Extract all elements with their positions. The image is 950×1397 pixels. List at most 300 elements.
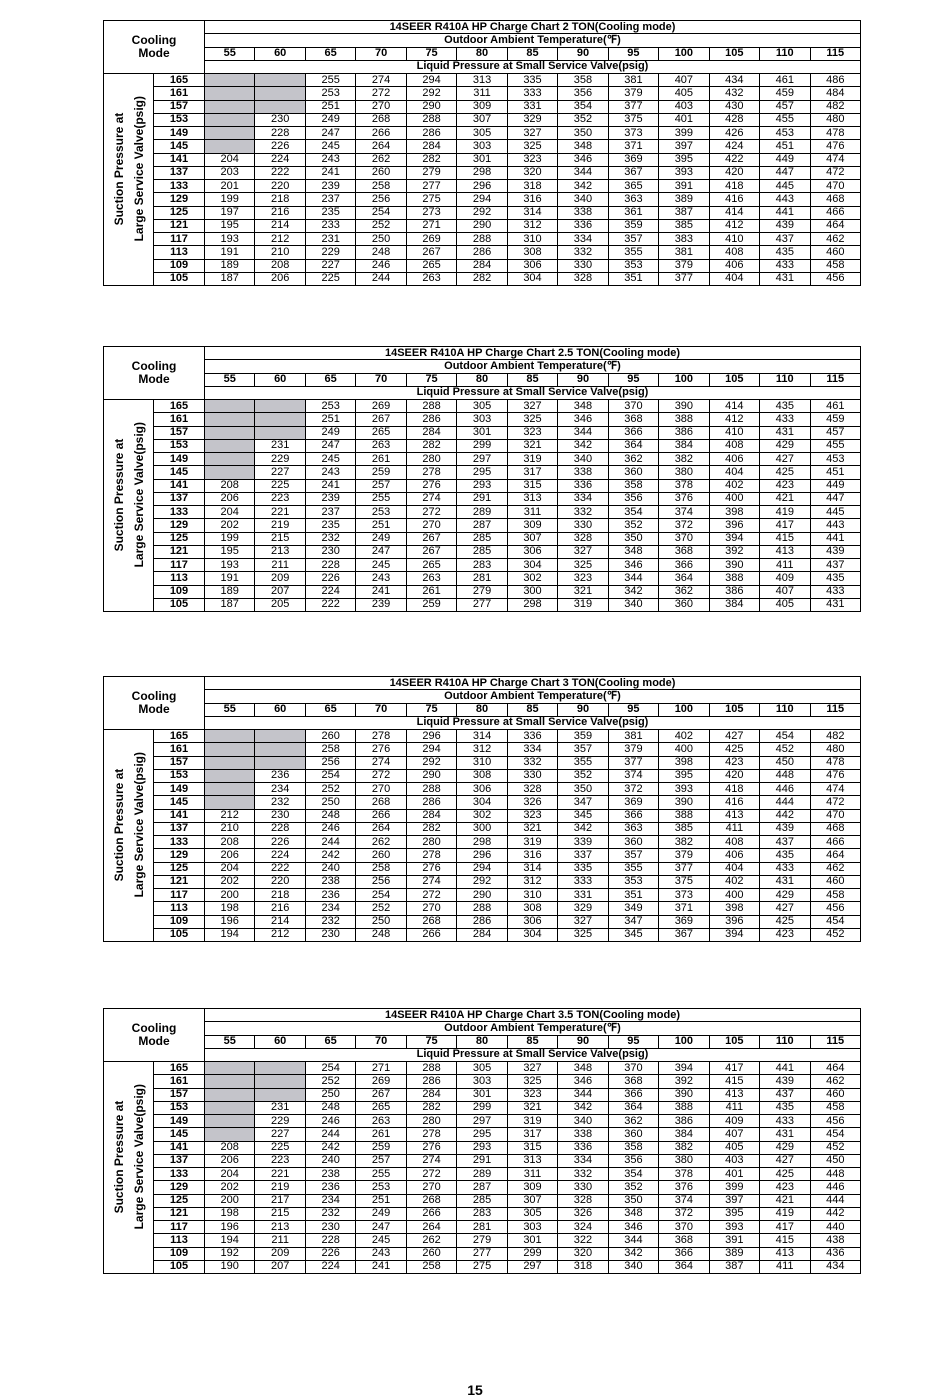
liquid-pressure-cell: 283: [457, 559, 506, 571]
temperature-header-cell: 105: [710, 48, 759, 60]
liquid-pressure-cell: 358: [558, 74, 607, 86]
liquid-pressure-cell: 314: [508, 207, 557, 219]
liquid-pressure-cell: 459: [811, 413, 860, 425]
liquid-pressure-cell: 228: [306, 559, 355, 571]
liquid-pressure-cell: 394: [659, 1062, 708, 1074]
liquid-pressure-cell: 384: [659, 1128, 708, 1140]
liquid-pressure-cell: 374: [659, 1195, 708, 1207]
suction-pressure-axis-text: [109, 1084, 149, 1229]
liquid-pressure-cell: 250: [306, 796, 355, 808]
liquid-pressure-cell: 295: [457, 1128, 506, 1140]
liquid-pressure-cell: 350: [609, 1195, 658, 1207]
liquid-pressure-cell: 340: [609, 1261, 658, 1273]
liquid-pressure-cell: 449: [811, 480, 860, 492]
cooling-mode-header: [104, 1009, 204, 1061]
liquid-pressure-cell: 274: [407, 876, 456, 888]
liquid-pressure-cell: 195: [205, 220, 254, 232]
liquid-pressure-cell: 358: [609, 480, 658, 492]
liquid-pressure-cell: 344: [609, 1234, 658, 1246]
shaded-cell: [205, 413, 254, 425]
liquid-pressure-cell: 272: [407, 1168, 456, 1180]
liquid-pressure-cell: 348: [609, 546, 658, 558]
temperature-header-cell: 65: [306, 48, 355, 60]
liquid-pressure-cell: 253: [306, 400, 355, 412]
liquid-pressure-cell: 456: [811, 902, 860, 914]
liquid-pressure-cell: 394: [710, 929, 759, 941]
liquid-pressure-cell: 275: [457, 1261, 506, 1273]
liquid-pressure-cell: 203: [205, 167, 254, 179]
liquid-pressure-cell: 317: [508, 466, 557, 478]
liquid-pressure-cell: 380: [659, 1155, 708, 1167]
liquid-pressure-cell: 297: [457, 1115, 506, 1127]
temperature-header-cell: 80: [457, 48, 506, 60]
temperature-header-cell: 95: [609, 704, 658, 716]
liquid-pressure-cell: 268: [407, 916, 456, 928]
liquid-pressure-header: Liquid Pressure at Small Service Valve(psig): [205, 387, 860, 399]
liquid-pressure-cell: 303: [457, 413, 506, 425]
liquid-pressure-cell: 312: [508, 876, 557, 888]
liquid-pressure-cell: 382: [659, 453, 708, 465]
liquid-pressure-cell: 437: [760, 233, 809, 245]
liquid-pressure-cell: 284: [457, 260, 506, 272]
liquid-pressure-cell: 374: [609, 770, 658, 782]
liquid-pressure-cell: 192: [205, 1248, 254, 1260]
liquid-pressure-cell: 251: [356, 519, 405, 531]
liquid-pressure-cell: 407: [659, 74, 708, 86]
liquid-pressure-cell: 288: [407, 400, 456, 412]
liquid-pressure-cell: 290: [457, 220, 506, 232]
liquid-pressure-header: Liquid Pressure at Small Service Valve(psig): [205, 1049, 860, 1061]
suction-pressure-cell: 165: [154, 1062, 204, 1074]
axis-label-line: Large Service Valve(psig): [131, 95, 146, 242]
suction-pressure-cell: 109: [154, 1248, 204, 1260]
liquid-pressure-cell: 363: [609, 823, 658, 835]
liquid-pressure-cell: 254: [306, 1062, 355, 1074]
liquid-pressure-cell: 344: [558, 427, 607, 439]
liquid-pressure-cell: 191: [205, 246, 254, 258]
liquid-pressure-cell: 204: [205, 863, 254, 875]
liquid-pressure-cell: 350: [558, 783, 607, 795]
liquid-pressure-cell: 315: [508, 480, 557, 492]
shaded-cell: [255, 400, 304, 412]
suction-pressure-axis-text: [109, 422, 149, 567]
liquid-pressure-cell: 276: [407, 1142, 456, 1154]
liquid-pressure-cell: 227: [306, 260, 355, 272]
liquid-pressure-cell: 441: [760, 207, 809, 219]
liquid-pressure-cell: 432: [710, 87, 759, 99]
liquid-pressure-cell: 230: [306, 546, 355, 558]
liquid-pressure-cell: 425: [710, 743, 759, 755]
liquid-pressure-cell: 346: [609, 1221, 658, 1233]
liquid-pressure-cell: 233: [306, 220, 355, 232]
temperature-header-cell: 60: [255, 1036, 304, 1048]
liquid-pressure-cell: 312: [457, 743, 506, 755]
liquid-pressure-cell: 352: [609, 1181, 658, 1193]
liquid-pressure-cell: 434: [710, 74, 759, 86]
liquid-pressure-cell: 303: [457, 140, 506, 152]
liquid-pressure-cell: 187: [205, 599, 254, 611]
liquid-pressure-cell: 445: [811, 506, 860, 518]
liquid-pressure-cell: 468: [811, 823, 860, 835]
liquid-pressure-cell: 237: [306, 193, 355, 205]
liquid-pressure-cell: 226: [255, 140, 304, 152]
liquid-pressure-cell: 460: [811, 246, 860, 258]
liquid-pressure-cell: 214: [255, 220, 304, 232]
liquid-pressure-cell: 240: [306, 863, 355, 875]
liquid-pressure-cell: 439: [760, 220, 809, 232]
liquid-pressure-cell: 319: [508, 1115, 557, 1127]
liquid-pressure-cell: 348: [558, 1062, 607, 1074]
liquid-pressure-cell: 209: [255, 572, 304, 584]
liquid-pressure-cell: 326: [558, 1208, 607, 1220]
liquid-pressure-cell: 286: [457, 246, 506, 258]
liquid-pressure-cell: 374: [659, 506, 708, 518]
liquid-pressure-cell: 198: [205, 902, 254, 914]
liquid-pressure-cell: 360: [609, 466, 658, 478]
liquid-pressure-cell: 298: [508, 599, 557, 611]
liquid-pressure-cell: 222: [255, 167, 304, 179]
liquid-pressure-cell: 328: [558, 533, 607, 545]
liquid-pressure-cell: 464: [811, 220, 860, 232]
liquid-pressure-cell: 278: [356, 730, 405, 742]
liquid-pressure-cell: 244: [356, 273, 405, 285]
liquid-pressure-cell: 381: [609, 74, 658, 86]
liquid-pressure-cell: 335: [558, 863, 607, 875]
liquid-pressure-cell: 427: [760, 902, 809, 914]
temperature-header-cell: 115: [811, 374, 860, 386]
liquid-pressure-cell: 282: [407, 440, 456, 452]
liquid-pressure-cell: 209: [255, 1248, 304, 1260]
shaded-cell: [205, 114, 254, 126]
liquid-pressure-cell: 294: [457, 863, 506, 875]
suction-pressure-cell: 165: [154, 730, 204, 742]
liquid-pressure-cell: 261: [356, 453, 405, 465]
liquid-pressure-cell: 272: [356, 770, 405, 782]
liquid-pressure-cell: 458: [811, 889, 860, 901]
liquid-pressure-cell: 270: [356, 101, 405, 113]
liquid-pressure-cell: 355: [609, 863, 658, 875]
liquid-pressure-cell: 219: [255, 519, 304, 531]
liquid-pressure-cell: 274: [407, 1155, 456, 1167]
liquid-pressure-cell: 346: [558, 1075, 607, 1087]
liquid-pressure-cell: 260: [356, 167, 405, 179]
liquid-pressure-cell: 307: [508, 1195, 557, 1207]
liquid-pressure-cell: 450: [760, 757, 809, 769]
liquid-pressure-cell: 255: [306, 74, 355, 86]
liquid-pressure-cell: 380: [659, 466, 708, 478]
liquid-pressure-cell: 352: [609, 519, 658, 531]
liquid-pressure-cell: 401: [659, 114, 708, 126]
liquid-pressure-cell: 292: [457, 207, 506, 219]
temperature-header-cell: 55: [205, 48, 254, 60]
liquid-pressure-cell: 285: [457, 1195, 506, 1207]
liquid-pressure-cell: 234: [306, 1195, 355, 1207]
liquid-pressure-cell: 334: [558, 1155, 607, 1167]
liquid-pressure-cell: 340: [558, 453, 607, 465]
liquid-pressure-cell: 331: [508, 101, 557, 113]
temperature-header-cell: 60: [255, 374, 304, 386]
liquid-pressure-cell: 327: [508, 400, 557, 412]
liquid-pressure-cell: 223: [255, 1155, 304, 1167]
liquid-pressure-cell: 338: [558, 1128, 607, 1140]
liquid-pressure-cell: 229: [255, 453, 304, 465]
suction-pressure-cell: 117: [154, 233, 204, 245]
temperature-header-cell: 95: [609, 48, 658, 60]
liquid-pressure-cell: 350: [558, 127, 607, 139]
liquid-pressure-cell: 449: [760, 154, 809, 166]
liquid-pressure-cell: 344: [609, 572, 658, 584]
liquid-pressure-cell: 224: [255, 849, 304, 861]
liquid-pressure-cell: 247: [356, 1221, 405, 1233]
liquid-pressure-cell: 325: [508, 1075, 557, 1087]
liquid-pressure-cell: 288: [407, 1062, 456, 1074]
liquid-pressure-cell: 252: [356, 220, 405, 232]
liquid-pressure-cell: 346: [609, 559, 658, 571]
liquid-pressure-cell: 241: [306, 167, 355, 179]
liquid-pressure-cell: 259: [356, 466, 405, 478]
liquid-pressure-cell: 366: [659, 559, 708, 571]
liquid-pressure-cell: 264: [356, 823, 405, 835]
temperature-header-cell: 110: [760, 704, 809, 716]
liquid-pressure-cell: 453: [760, 127, 809, 139]
liquid-pressure-cell: 352: [558, 770, 607, 782]
shaded-cell: [205, 1089, 254, 1101]
suction-pressure-cell: 149: [154, 783, 204, 795]
liquid-pressure-cell: 454: [760, 730, 809, 742]
liquid-pressure-cell: 258: [356, 863, 405, 875]
liquid-pressure-cell: 456: [811, 1115, 860, 1127]
liquid-pressure-cell: 269: [356, 400, 405, 412]
temperature-header-cell: 85: [508, 374, 557, 386]
temperature-header-cell: 80: [457, 704, 506, 716]
liquid-pressure-cell: 272: [407, 889, 456, 901]
liquid-pressure-cell: 413: [710, 810, 759, 822]
liquid-pressure-cell: 324: [558, 1221, 607, 1233]
liquid-pressure-cell: 441: [760, 1062, 809, 1074]
liquid-pressure-cell: 372: [659, 519, 708, 531]
suction-pressure-cell: 137: [154, 167, 204, 179]
liquid-pressure-cell: 286: [457, 916, 506, 928]
liquid-pressure-cell: 255: [356, 1168, 405, 1180]
liquid-pressure-cell: 299: [508, 1248, 557, 1260]
liquid-pressure-cell: 323: [508, 1089, 557, 1101]
liquid-pressure-cell: 201: [205, 180, 254, 192]
liquid-pressure-cell: 287: [457, 519, 506, 531]
liquid-pressure-cell: 258: [356, 180, 405, 192]
liquid-pressure-cell: 303: [457, 1075, 506, 1087]
liquid-pressure-cell: 292: [457, 876, 506, 888]
suction-pressure-cell: 125: [154, 863, 204, 875]
temperature-header-cell: 55: [205, 704, 254, 716]
liquid-pressure-cell: 256: [356, 193, 405, 205]
liquid-pressure-cell: 414: [710, 400, 759, 412]
liquid-pressure-cell: 466: [811, 207, 860, 219]
liquid-pressure-cell: 431: [760, 427, 809, 439]
liquid-pressure-cell: 284: [407, 1089, 456, 1101]
axis-label-line: Suction Pressure at: [111, 438, 126, 551]
liquid-pressure-cell: 251: [356, 1195, 405, 1207]
liquid-pressure-cell: 268: [356, 796, 405, 808]
liquid-pressure-cell: 298: [457, 836, 506, 848]
liquid-pressure-cell: 267: [407, 246, 456, 258]
liquid-pressure-cell: 215: [255, 533, 304, 545]
liquid-pressure-cell: 385: [659, 220, 708, 232]
liquid-pressure-cell: 296: [457, 849, 506, 861]
liquid-pressure-cell: 254: [356, 207, 405, 219]
liquid-pressure-cell: 400: [659, 743, 708, 755]
liquid-pressure-cell: 371: [659, 902, 708, 914]
suction-pressure-cell: 133: [154, 1168, 204, 1180]
liquid-pressure-cell: 206: [205, 1155, 254, 1167]
suction-pressure-axis-label: [104, 730, 153, 941]
liquid-pressure-cell: 221: [255, 506, 304, 518]
suction-pressure-cell: 117: [154, 1221, 204, 1233]
charge-chart-table: [103, 1008, 861, 1274]
liquid-pressure-cell: 230: [255, 810, 304, 822]
liquid-pressure-cell: 269: [356, 1075, 405, 1087]
liquid-pressure-cell: 289: [457, 506, 506, 518]
liquid-pressure-cell: 202: [205, 1181, 254, 1193]
suction-pressure-cell: 157: [154, 1089, 204, 1101]
liquid-pressure-cell: 270: [407, 519, 456, 531]
liquid-pressure-cell: 288: [407, 114, 456, 126]
liquid-pressure-cell: 350: [609, 533, 658, 545]
liquid-pressure-cell: 328: [508, 783, 557, 795]
cooling-mode-label: Cooling: [131, 359, 177, 373]
liquid-pressure-cell: 387: [659, 207, 708, 219]
temperature-header-cell: 65: [306, 1036, 355, 1048]
liquid-pressure-cell: 268: [407, 1195, 456, 1207]
liquid-pressure-cell: 245: [356, 1234, 405, 1246]
liquid-pressure-cell: 326: [508, 796, 557, 808]
liquid-pressure-cell: 250: [356, 233, 405, 245]
suction-pressure-cell: 161: [154, 413, 204, 425]
shaded-cell: [205, 783, 254, 795]
chart-title: 14SEER R410A HP Charge Chart 2.5 TON(Cooling mode): [205, 347, 860, 359]
liquid-pressure-cell: 227: [255, 1128, 304, 1140]
liquid-pressure-cell: 320: [558, 1248, 607, 1260]
liquid-pressure-cell: 340: [558, 1115, 607, 1127]
liquid-pressure-cell: 327: [508, 1062, 557, 1074]
liquid-pressure-cell: 368: [659, 1234, 708, 1246]
liquid-pressure-cell: 405: [659, 87, 708, 99]
liquid-pressure-cell: 251: [306, 413, 355, 425]
temperature-header-cell: 95: [609, 1036, 658, 1048]
shaded-cell: [205, 743, 254, 755]
liquid-pressure-cell: 277: [407, 180, 456, 192]
suction-pressure-cell: 129: [154, 193, 204, 205]
liquid-pressure-cell: 265: [356, 1102, 405, 1114]
liquid-pressure-cell: 405: [710, 1142, 759, 1154]
temperature-header-cell: 70: [356, 1036, 405, 1048]
liquid-pressure-cell: 420: [710, 770, 759, 782]
liquid-pressure-cell: 299: [457, 440, 506, 452]
suction-pressure-cell: 105: [154, 273, 204, 285]
suction-pressure-cell: 113: [154, 572, 204, 584]
liquid-pressure-cell: 230: [306, 929, 355, 941]
liquid-pressure-cell: 409: [760, 572, 809, 584]
liquid-pressure-cell: 236: [306, 1181, 355, 1193]
liquid-pressure-cell: 284: [457, 929, 506, 941]
liquid-pressure-cell: 408: [710, 246, 759, 258]
liquid-pressure-cell: 216: [255, 902, 304, 914]
liquid-pressure-cell: 205: [255, 599, 304, 611]
cooling-mode-label: Cooling: [131, 33, 177, 47]
liquid-pressure-cell: 303: [508, 1221, 557, 1233]
liquid-pressure-cell: 231: [306, 233, 355, 245]
suction-pressure-cell: 149: [154, 453, 204, 465]
liquid-pressure-cell: 480: [811, 114, 860, 126]
liquid-pressure-cell: 246: [356, 260, 405, 272]
liquid-pressure-cell: 356: [558, 87, 607, 99]
liquid-pressure-cell: 359: [609, 220, 658, 232]
liquid-pressure-cell: 367: [659, 929, 708, 941]
liquid-pressure-cell: 236: [255, 770, 304, 782]
liquid-pressure-cell: 439: [760, 1075, 809, 1087]
liquid-pressure-cell: 423: [760, 929, 809, 941]
liquid-pressure-cell: 443: [811, 519, 860, 531]
suction-pressure-cell: 161: [154, 1075, 204, 1087]
liquid-pressure-cell: 377: [609, 757, 658, 769]
liquid-pressure-cell: 484: [811, 87, 860, 99]
liquid-pressure-cell: 372: [659, 1208, 708, 1220]
liquid-pressure-cell: 325: [558, 559, 607, 571]
liquid-pressure-cell: 283: [457, 1208, 506, 1220]
suction-pressure-cell: 149: [154, 1115, 204, 1127]
liquid-pressure-cell: 286: [407, 796, 456, 808]
liquid-pressure-cell: 368: [659, 546, 708, 558]
liquid-pressure-cell: 291: [457, 1155, 506, 1167]
liquid-pressure-cell: 435: [760, 246, 809, 258]
liquid-pressure-cell: 311: [457, 87, 506, 99]
liquid-pressure-cell: 424: [710, 140, 759, 152]
liquid-pressure-cell: 420: [710, 167, 759, 179]
liquid-pressure-cell: 392: [659, 1075, 708, 1087]
liquid-pressure-cell: 400: [710, 889, 759, 901]
liquid-pressure-cell: 454: [811, 916, 860, 928]
liquid-pressure-cell: 323: [508, 427, 557, 439]
liquid-pressure-cell: 266: [407, 929, 456, 941]
liquid-pressure-cell: 259: [407, 599, 456, 611]
liquid-pressure-cell: 342: [558, 440, 607, 452]
shaded-cell: [205, 730, 254, 742]
liquid-pressure-cell: 433: [760, 863, 809, 875]
liquid-pressure-cell: 464: [811, 849, 860, 861]
liquid-pressure-cell: 219: [255, 1181, 304, 1193]
liquid-pressure-cell: 328: [558, 1195, 607, 1207]
liquid-pressure-cell: 442: [760, 810, 809, 822]
liquid-pressure-cell: 199: [205, 533, 254, 545]
liquid-pressure-cell: 320: [508, 167, 557, 179]
liquid-pressure-cell: 273: [407, 207, 456, 219]
liquid-pressure-cell: 404: [710, 273, 759, 285]
liquid-pressure-cell: 280: [407, 453, 456, 465]
temperature-header-cell: 100: [659, 704, 708, 716]
liquid-pressure-cell: 433: [760, 1115, 809, 1127]
liquid-pressure-cell: 464: [811, 1062, 860, 1074]
liquid-pressure-cell: 305: [457, 127, 506, 139]
temperature-header-cell: 90: [558, 374, 607, 386]
liquid-pressure-cell: 450: [811, 1155, 860, 1167]
liquid-pressure-cell: 318: [508, 180, 557, 192]
liquid-pressure-cell: 411: [710, 823, 759, 835]
liquid-pressure-cell: 285: [457, 546, 506, 558]
liquid-pressure-cell: 391: [710, 1234, 759, 1246]
liquid-pressure-cell: 355: [609, 246, 658, 258]
liquid-pressure-cell: 429: [760, 889, 809, 901]
liquid-pressure-cell: 243: [356, 572, 405, 584]
liquid-pressure-cell: 231: [255, 1102, 304, 1114]
